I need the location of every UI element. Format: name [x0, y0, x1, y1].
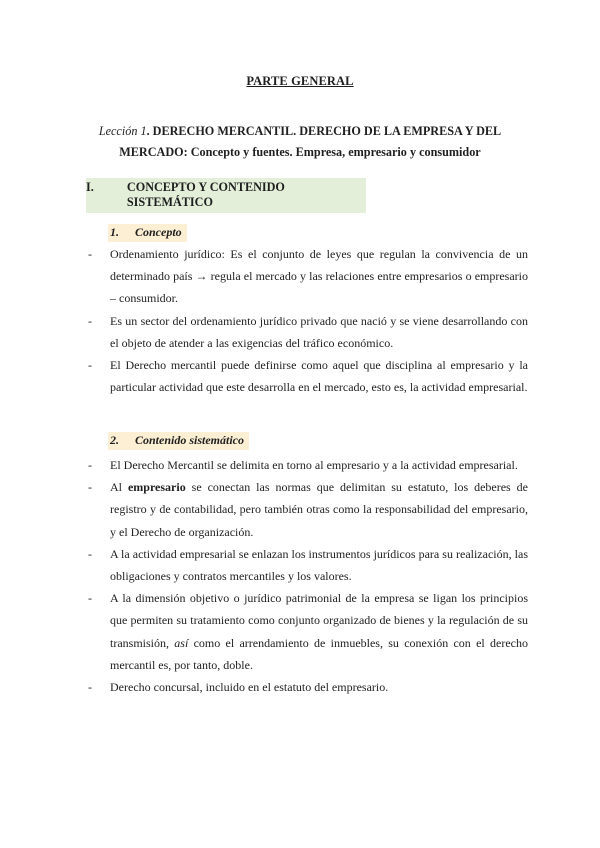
list-item — [86, 310, 528, 354]
lesson-title: . DERECHO MERCANTIL. DERECHO DE LA EMPRESA Y DEL MERCADO: Concepto y fuentes. Empresa, empresario y consumidor — [119, 124, 502, 159]
list-item-text: Al — [110, 480, 128, 495]
list-item-text: A la actividad empresarial se enlazan los instrumentos jurídicos para su realización, las obligaciones y contratos mercantiles y los valores. — [110, 546, 528, 584]
section-heading — [86, 178, 366, 213]
list-item — [86, 476, 528, 543]
emphasis-italic: así — [174, 635, 189, 650]
subheading-title: Contenido sistemático — [135, 433, 245, 447]
section-number: I. — [86, 180, 94, 194]
subheading-concepto — [108, 224, 187, 242]
list-item — [86, 354, 528, 398]
list-item-text: El Derecho mercantil puede definirse como aquel que disciplina al empresario y la particular actividad que este desarrolla en el mercado, esto es, la actividad empresarial. — [110, 358, 528, 395]
lesson-number: Lección 1 — [98, 124, 147, 138]
subheading-contenido — [108, 432, 249, 450]
subheading-title: Concepto — [135, 225, 182, 239]
subheading-number: 1. — [110, 225, 119, 239]
concepto-list — [86, 243, 528, 398]
list-item — [86, 454, 528, 476]
bullet-dash: - — [88, 591, 92, 606]
lesson-heading — [80, 121, 520, 163]
page-title: PARTE GENERAL — [246, 74, 354, 88]
bullet-dash: - — [88, 546, 92, 561]
bullet-dash: - — [88, 680, 92, 695]
contenido-list — [86, 454, 528, 698]
list-item-text: Ordenamiento jurídico: Es el conjunto de leyes que regulan la convivencia de un determinado país → regula el mercado y las relaciones entre empresarios o empresario – consumidor. — [110, 247, 528, 306]
list-item-text: El Derecho Mercantil se delimita en torno al empresario y a la actividad empresarial. — [110, 458, 518, 472]
subheading-number: 2. — [110, 433, 119, 447]
list-item — [86, 676, 528, 698]
list-item-text: se conectan las normas que delimitan su estatuto, los deberes de registro y de contabilidad, pero también otras como la responsabilidad del empresario, y el Derecho de organización. — [110, 480, 528, 539]
list-item-text: Es un sector del ordenamiento jurídico privado que nació y se viene desarrollando con el objeto de atender a las exigencias del tráfico económico. — [110, 313, 528, 350]
bullet-dash: - — [88, 313, 92, 328]
list-item-text: Derecho concursal, incluido en el estatuto del empresario. — [110, 680, 389, 695]
list-item-text: como el arrendamiento de inmuebles, su conexión con el derecho mercantil es, por tanto, doble. — [110, 635, 528, 672]
list-item — [86, 243, 528, 310]
list-item-text: A la dimensión objetivo o jurídico patrimonial de la empresa se ligan los principios que permiten su tratamiento como conjunto organizado de bienes y la regulación de su transmisión, — [110, 591, 528, 650]
bullet-dash: - — [88, 480, 92, 495]
bullet-dash: - — [88, 458, 92, 472]
emphasis-bold: empresario — [127, 480, 186, 495]
list-item — [86, 587, 528, 676]
section-title: CONCEPTO Y CONTENIDO SISTEMÁTICO — [126, 180, 285, 209]
bullet-dash: - — [88, 358, 92, 373]
list-item — [86, 543, 528, 587]
bullet-dash: - — [88, 247, 92, 261]
